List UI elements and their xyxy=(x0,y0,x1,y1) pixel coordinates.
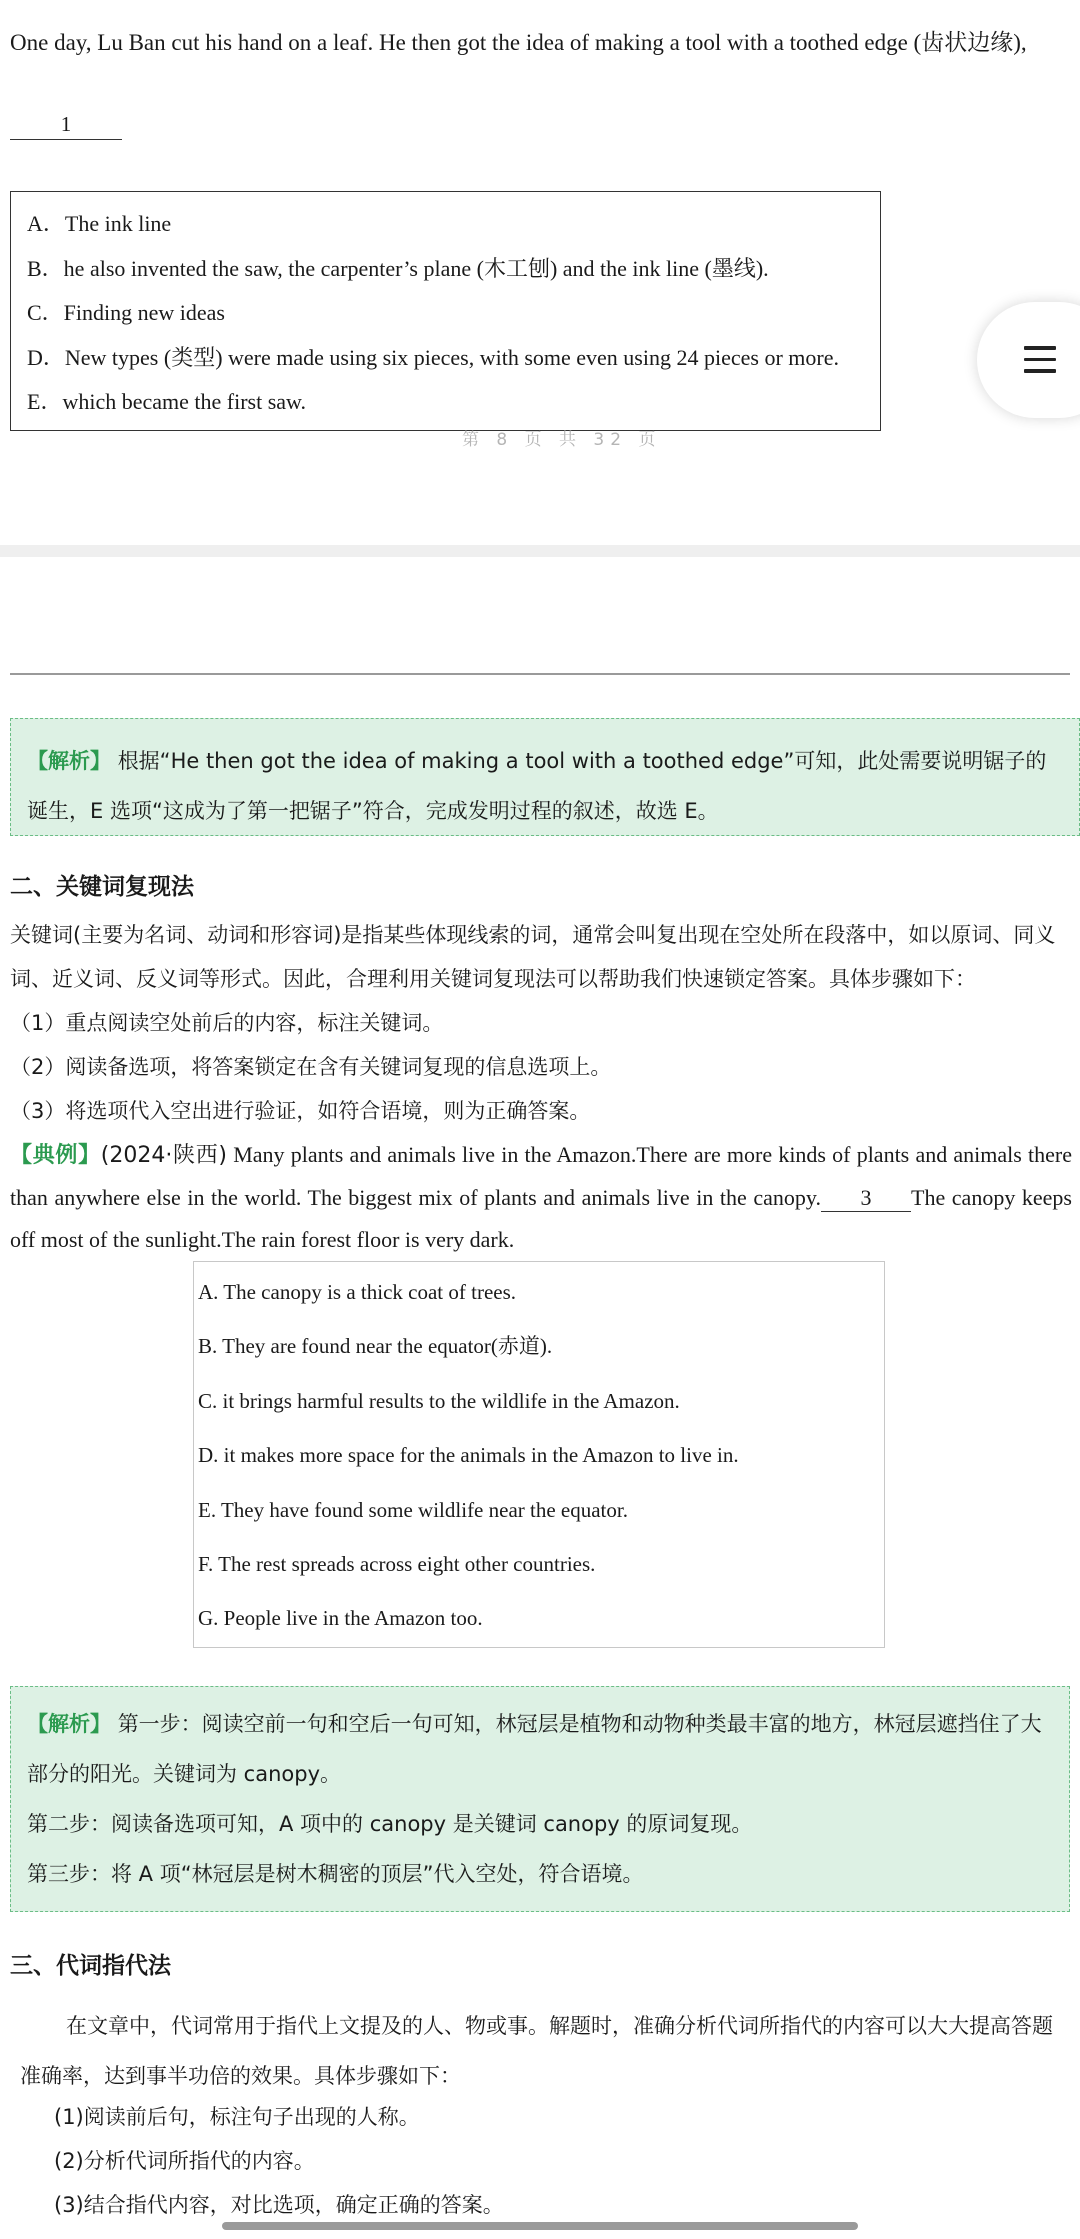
story-text: One day, Lu Ban cut his hand on a leaf. He then got the idea of making a tool with a toothed edge (齿状边缘), xyxy=(10,30,1027,55)
option-item: G. People live in the Amazon too. xyxy=(198,1606,483,1631)
option-item: E．which became the first saw. xyxy=(27,389,306,414)
analysis-text: 第一步：阅读空前一句和空后一句可知，林冠层是植物和动物种类最丰富的地方，林冠层遮挡住了大部分的阳光。关键词为 canopy。 xyxy=(27,1712,1042,1786)
example-source: (2024·陕西) xyxy=(100,1143,227,1168)
step-item: (3)结合指代内容，对比选项，确定正确的答案。 xyxy=(54,2193,504,2217)
analysis-line: 第二步：阅读备选项可知，A 项中的 canopy 是关键词 canopy 的原词复现。 xyxy=(27,1812,753,1836)
analysis-text: 根据“He then got the idea of making a tool with a toothed edge”可知，此处需要说明锯子的诞生，E 选项“这成为了第一把锯子”符合，完成发明过程的叙述，故选 E。 xyxy=(27,749,1047,823)
example-tag: 【典例】 xyxy=(10,1143,101,1168)
option-item: B. They are found near the equator(赤道). xyxy=(198,1334,553,1359)
answer-blank-1: 1 xyxy=(10,112,122,140)
page-footer: 第 8 页 共 32 页 xyxy=(462,430,662,450)
menu-button[interactable] xyxy=(977,302,1080,418)
step-item: (2)分析代词所指代的内容。 xyxy=(54,2149,315,2173)
analysis-line: 第三步：将 A 项“林冠层是树木稠密的顶层”代入空处，符合语境。 xyxy=(27,1862,644,1886)
option-item: F. The rest spreads across eight other countries. xyxy=(198,1552,596,1577)
divider xyxy=(10,673,1070,675)
example-text-after: The canopy keeps off most of the sunlight.The rain forest floor is very dark. xyxy=(10,1185,1072,1252)
analysis-box-2 xyxy=(10,1686,1070,1912)
option-item: E. They have found some wildlife near the equator. xyxy=(198,1497,628,1522)
option-item: C. it brings harmful results to the wildlife in the Amazon. xyxy=(198,1388,680,1413)
step-item: （1）重点阅读空处前后的内容，标注关键词。 xyxy=(10,1011,444,1035)
answer-blank-3: 3 xyxy=(821,1185,911,1212)
option-item: A．The ink line xyxy=(27,211,172,236)
example-passage xyxy=(10,1134,1072,1261)
option-item: D．New types (类型) were made using six pieces, with some even using 24 pieces or more. xyxy=(27,344,839,370)
analysis-tag: 【解析】 xyxy=(27,749,111,773)
option-item: B．he also invented the saw, the carpenter’s plane (木工刨) and the ink line (墨线). xyxy=(27,255,769,281)
home-indicator[interactable] xyxy=(222,2222,858,2230)
analysis-box-1 xyxy=(10,718,1080,836)
section-paragraph: 在文章中，代词常用于指代上文提及的人、物或事。解题时，准确分析代词所指代的内容可以大大提高答题准确率，达到事半功倍的效果。具体步骤如下： xyxy=(20,2014,1053,2088)
step-list xyxy=(54,2095,504,2227)
analysis-tag: 【解析】 xyxy=(27,1712,111,1736)
step-item: (1)阅读前后句，标注句子出现的人称。 xyxy=(54,2105,420,2129)
options-box-2 xyxy=(193,1261,885,1648)
step-item: （3）将选项代入空出进行验证，如符合语境，则为正确答案。 xyxy=(10,1099,591,1123)
step-item: （2）阅读备选项，将答案锁定在含有关键词复现的信息选项上。 xyxy=(10,1055,612,1079)
option-item: A. The canopy is a thick coat of trees. xyxy=(198,1280,517,1304)
example-text-before: Many plants and animals live in the Amazon.There are more kinds of plants and animals there than anywhere else in the world. The biggest mix of plants and animals live in the canopy. xyxy=(10,1142,1072,1210)
hamburger-menu-icon xyxy=(1024,346,1056,374)
section-heading: 二、关键词复现法 xyxy=(10,874,194,900)
analysis-line xyxy=(27,1699,1053,1799)
section-paragraph: 关键词(主要为名词、动词和形容词)是指某些体现线索的词，通常会叫复出现在空处所在段落中，如以原词、同义词、近义词、反义词等形式。因此，合理利用关键词复现法可以帮助我们快速锁定答案。具体步骤如下： xyxy=(10,923,1056,991)
options-box-1 xyxy=(10,191,881,431)
option-item: C．Finding new ideas xyxy=(27,300,225,325)
option-item: D. it makes more space for the animals in the Amazon to live in. xyxy=(198,1443,739,1468)
page-separator xyxy=(0,545,1080,557)
section-heading: 三、代词指代法 xyxy=(10,1953,171,1979)
